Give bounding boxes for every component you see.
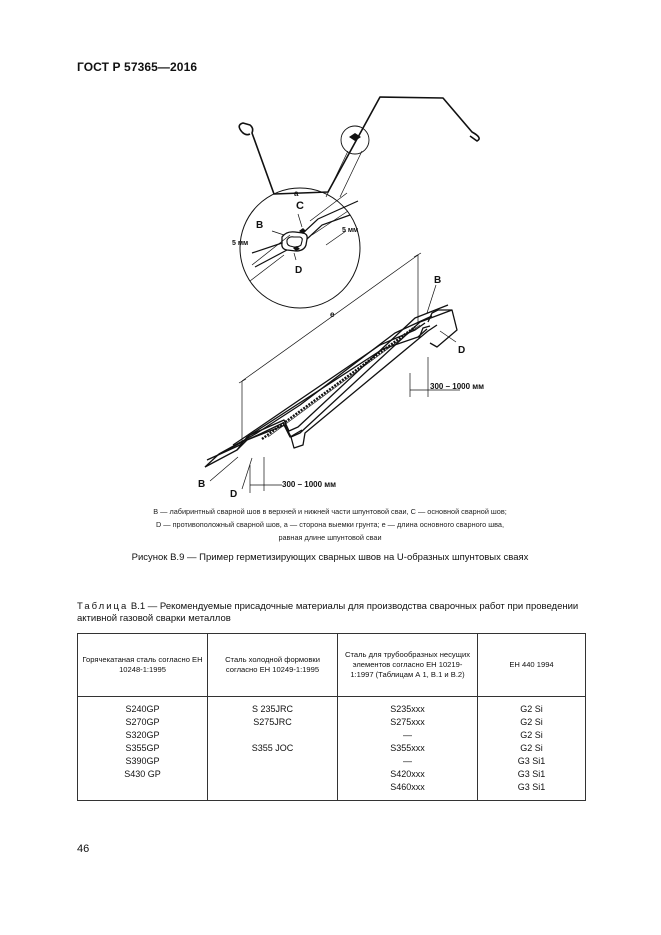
cell: S320GP	[125, 730, 160, 740]
cell: S430 GP	[124, 769, 161, 779]
cell: S 235JRC	[251, 704, 294, 714]
figure-caption: Рисунок B.9 — Пример герметизирующих сварных швов на U-образных шпунтовых сваях	[131, 552, 529, 563]
cell	[212, 729, 333, 742]
filler-materials-table	[77, 633, 586, 801]
label-d-right: D	[458, 345, 466, 356]
cell: S460xxx	[390, 782, 425, 792]
cell: G3 Si1	[517, 769, 546, 779]
label-d-bottom: D	[230, 489, 238, 500]
cell: G2 Si	[520, 743, 543, 753]
cell: S275JRC	[253, 717, 292, 727]
legend-line: D — противоположный сварной шов, a — сторона выемки грунта; e — длина основного сварного шва,	[155, 520, 505, 529]
header-cold-formed: Сталь холодной формовки согласно ЕН 10249-1:1995	[208, 634, 338, 697]
page-number: 46	[77, 843, 90, 855]
column-en440	[478, 697, 586, 801]
cell: G3 Si1	[517, 756, 546, 766]
label-range-bottom: 300 – 1000 мм	[282, 480, 337, 489]
sheet-pile-drawing	[190, 85, 520, 505]
cell: S355 JOC	[251, 743, 294, 753]
legend-line: равная длине шпунтовой сваи	[278, 533, 382, 542]
cell: S355xxx	[390, 743, 425, 753]
table-row	[78, 697, 586, 801]
label-a-small: a	[294, 189, 299, 198]
pile-cross-section	[239, 97, 479, 194]
label-5mm-right: 5 мм	[342, 227, 359, 234]
dimension-bottom	[250, 457, 282, 493]
label-b-right: B	[434, 275, 442, 286]
header-tubular: Сталь для трубообразных несущих элементов согласно ЕН 10219-1:1997 (Таблицам А 1, B.1 и B.2)	[338, 634, 478, 697]
table-title	[77, 601, 587, 625]
main-weld-seam	[262, 325, 420, 439]
figure-legend	[60, 505, 600, 544]
cell: —	[403, 756, 412, 766]
table-header-row	[78, 634, 586, 697]
cell: S275xxx	[390, 717, 425, 727]
cell: S355GP	[125, 743, 160, 753]
cell: S235xxx	[390, 704, 425, 714]
label-5mm-left: 5 мм	[232, 240, 249, 247]
label-e: e	[330, 310, 335, 319]
label-d-detail: D	[295, 265, 303, 276]
table-title-prefix: Таблица	[77, 601, 129, 612]
cell: S420xxx	[390, 769, 425, 779]
cell: S390GP	[125, 756, 160, 766]
legend-line: B — лабиринтный сварной шов в верхней и нижней части шпунтовой сваи, C — основной сварной шов;	[153, 507, 507, 516]
dimension-e	[239, 253, 421, 445]
column-cold-formed	[208, 697, 338, 801]
cell: G2 Si	[520, 730, 543, 740]
header-hot-rolled: Горячекатаная сталь согласно ЕН 10248-1:1995	[78, 634, 208, 697]
cell: S240GP	[125, 704, 160, 714]
table-title-text: B.1 — Рекомендуемые присадочные материалы для производства сварочных работ при проведении активной газовой сварки металлов	[77, 601, 579, 624]
label-b-detail: B	[256, 220, 264, 231]
dimension-right	[410, 357, 460, 397]
label-range-right: 300 – 1000 мм	[430, 382, 485, 391]
cell: G2 Si	[520, 717, 543, 727]
label-c: C	[296, 200, 304, 212]
column-hot-rolled	[78, 697, 208, 801]
pile-perspective	[205, 305, 457, 467]
cell: G2 Si	[520, 704, 543, 714]
document-header: ГОСТ Р 57365—2016	[77, 60, 198, 74]
label-b-bottom: B	[198, 479, 206, 490]
cell: G3 Si1	[517, 782, 546, 792]
cell: S270GP	[125, 717, 160, 727]
figure-b9	[190, 85, 520, 505]
column-tubular	[338, 697, 478, 801]
header-en440: ЕН 440 1994	[478, 634, 586, 697]
cell: —	[403, 730, 412, 740]
